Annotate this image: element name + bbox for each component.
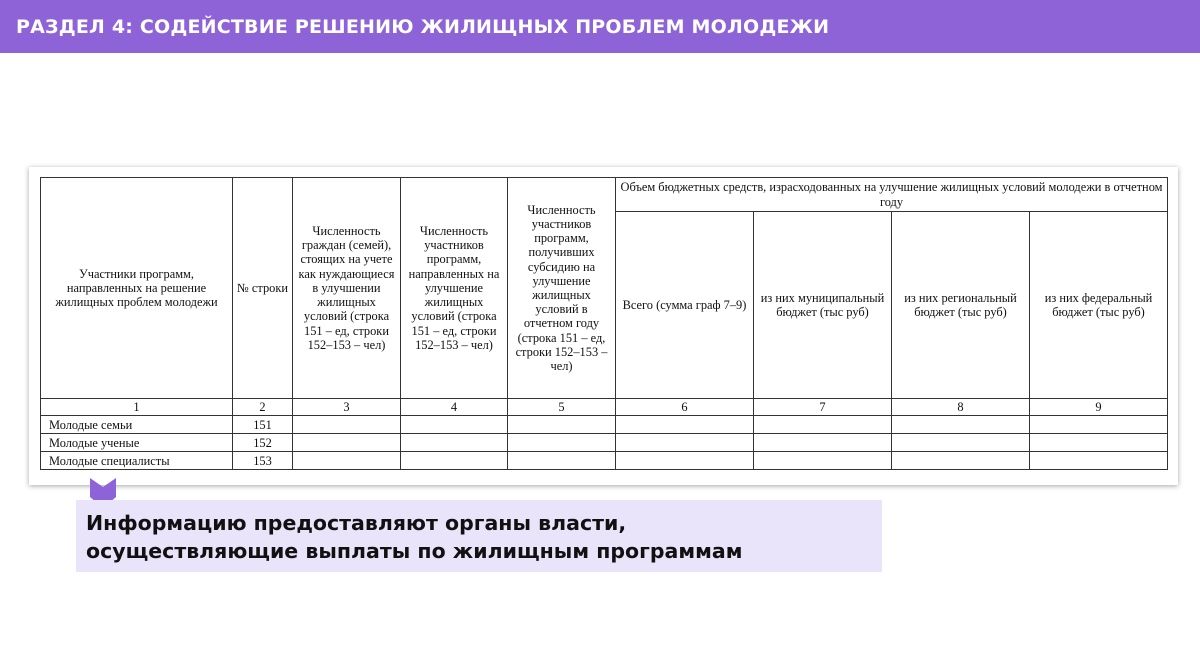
info-line-2: осуществляющие выплаты по жилищным программам (86, 539, 743, 563)
column-number: 9 (1030, 399, 1168, 416)
row-code: 153 (233, 452, 293, 470)
header-row-number: № строки (233, 178, 293, 399)
header-program-participants: Численность участников программ, направленных на улучшение жилищных условий (строка 151 – ед, строки 152–153 – чел) (401, 178, 508, 399)
empty-cell (401, 434, 508, 452)
empty-cell (892, 452, 1030, 470)
empty-cell (401, 416, 508, 434)
empty-cell (1030, 452, 1168, 470)
column-number-row (41, 399, 1168, 416)
info-line-1: Информацию предоставляют органы власти, (86, 511, 627, 535)
column-number: 2 (233, 399, 293, 416)
column-number: 3 (293, 399, 401, 416)
empty-cell (293, 452, 401, 470)
table-row (41, 434, 1168, 452)
section-title: РАЗДЕЛ 4: СОДЕЙСТВИЕ РЕШЕНИЮ ЖИЛИЩНЫХ ПРОБЛЕМ МОЛОДЕЖИ (16, 15, 830, 38)
empty-cell (1030, 416, 1168, 434)
empty-cell (508, 416, 616, 434)
form-table-image (29, 167, 1178, 485)
header-participants: Участники программ, направленных на решение жилищных проблем молодежи (41, 178, 233, 399)
empty-cell (1030, 434, 1168, 452)
empty-cell (754, 416, 892, 434)
column-number: 4 (401, 399, 508, 416)
header-federal: из них федеральный бюджет (тыс руб) (1030, 212, 1168, 399)
table-row (41, 416, 1168, 434)
header-subsidy-recipients: Численность участников программ, получивших субсидию на улучшение жилищных условий в отчетном году (строка 151 – ед, строки 152–153 – чел) (508, 178, 616, 399)
empty-cell (293, 416, 401, 434)
empty-cell (401, 452, 508, 470)
info-callout (76, 500, 882, 572)
column-number: 5 (508, 399, 616, 416)
empty-cell (892, 434, 1030, 452)
empty-cell (508, 434, 616, 452)
row-code: 151 (233, 416, 293, 434)
empty-cell (293, 434, 401, 452)
housing-form-table (40, 177, 1168, 470)
header-municipal: из них муниципальный бюджет (тыс руб) (754, 212, 892, 399)
empty-cell (508, 452, 616, 470)
row-name: Молодые специалисты (41, 452, 233, 470)
empty-cell (616, 452, 754, 470)
empty-cell (754, 434, 892, 452)
column-number: 6 (616, 399, 754, 416)
header-regional: из них региональный бюджет (тыс руб) (892, 212, 1030, 399)
header-total: Всего (сумма граф 7–9) (616, 212, 754, 399)
table-row (41, 452, 1168, 470)
column-number: 7 (754, 399, 892, 416)
empty-cell (892, 416, 1030, 434)
header-budget-group: Объем бюджетных средств, израсходованных на улучшение жилищных условий молодежи в отчетном году (616, 178, 1168, 212)
column-number: 8 (892, 399, 1030, 416)
column-number: 1 (41, 399, 233, 416)
row-name: Молодые ученые (41, 434, 233, 452)
empty-cell (616, 416, 754, 434)
section-header (0, 0, 1200, 53)
empty-cell (754, 452, 892, 470)
header-registered-count: Численность граждан (семей), стоящих на учете как нуждающиеся в улучшении жилищных условий (строка 151 – ед, строки 152–153 – чел) (293, 178, 401, 399)
row-code: 152 (233, 434, 293, 452)
empty-cell (616, 434, 754, 452)
row-name: Молодые семьи (41, 416, 233, 434)
